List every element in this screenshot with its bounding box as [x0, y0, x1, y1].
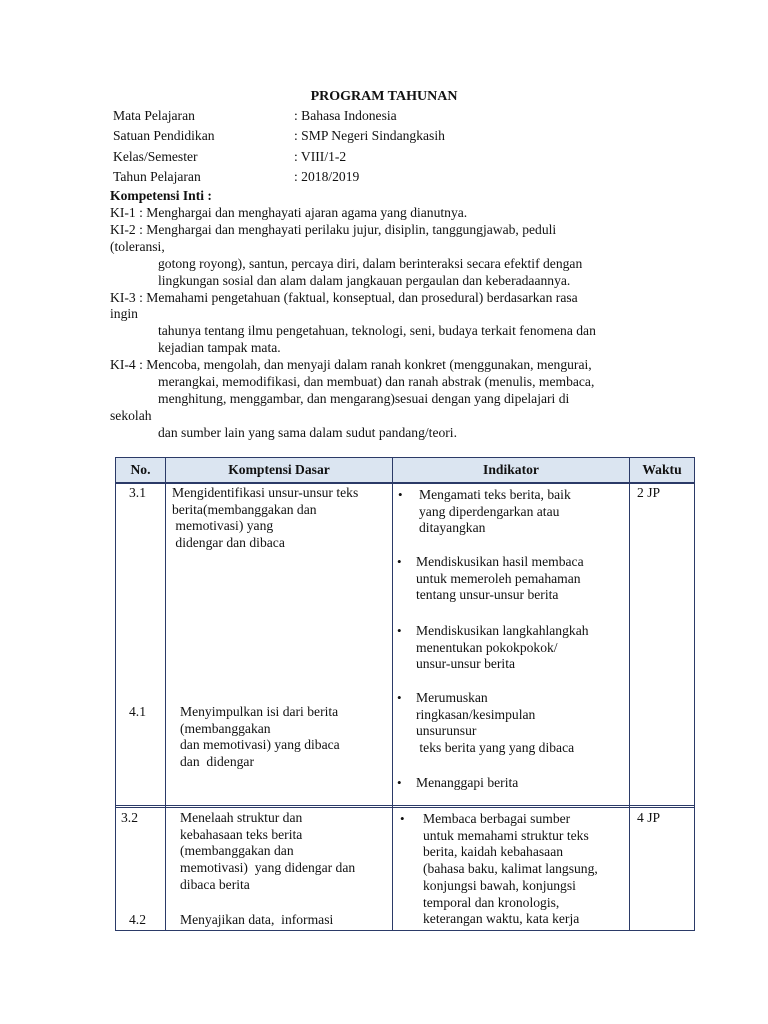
ki-line: dan sumber lain yang sama dalam sudut pandang/teori.	[158, 425, 457, 440]
header-kompetensi-dasar: Komptensi Dasar	[166, 458, 392, 482]
table-border	[165, 457, 166, 931]
info-label: Satuan Pendidikan	[113, 128, 215, 143]
indikator-item: Merumuskan ringkasan/kesimpulan unsurunsur teks berita yang yang dibaca	[416, 690, 575, 756]
ki-line: gotong royong), santun, percaya diri, dalam berinteraksi secara efektif dengan	[158, 256, 583, 271]
ki-line: (toleransi,	[110, 239, 165, 254]
kd-text: Menelaah struktur dan kebahasaan teks berita (membanggakan dan memotivasi) yang didengar dan dibaca berita	[180, 810, 356, 892]
info-label: Tahun Pelajaran	[113, 169, 201, 184]
kd-text: Menyimpulkan isi dari berita (membanggakan dan memotivasi) yang dibaca dan didengar	[180, 704, 340, 770]
ki-line: KI-1 : Menghargai dan menghayati ajaran agama yang dianutnya.	[110, 205, 468, 220]
info-value: : VIII/1-2	[294, 149, 347, 164]
info-value: : Bahasa Indonesia	[294, 108, 397, 123]
info-label: Mata Pelajaran	[113, 108, 195, 123]
table-border	[115, 805, 695, 806]
header-waktu: Waktu	[630, 458, 694, 482]
ki-heading: Kompetensi Inti :	[110, 188, 212, 203]
bullet-icon: •	[397, 690, 402, 705]
indikator-item: Mengamati teks berita, baik yang diperdengarkan atau ditayangkan	[419, 487, 571, 536]
bullet-icon: •	[400, 811, 405, 826]
bullet-icon: •	[397, 623, 402, 638]
ki-line: ingin	[110, 306, 138, 321]
bullet-icon: •	[397, 775, 402, 790]
ki-line: KI-2 : Menghargai dan menghayati perilaku jujur, disiplin, tanggungjawab, peduli	[110, 222, 557, 237]
ki-line: KI-3 : Memahami pengetahuan (faktual, konseptual, dan prosedural) berdasarkan rasa	[110, 290, 578, 305]
header-no: No.	[116, 458, 165, 482]
table-border	[115, 930, 695, 931]
indikator-item: Mendiskusikan langkahlangkah menentukan pokokpokok/ unsur-unsur berita	[416, 623, 589, 672]
kd-number: 4.1	[129, 704, 146, 719]
indikator-item: Membaca berbagai sumber untuk memahami struktur teks berita, kaidah kebahasaan (bahasa baku, kalimat langsung, konjungsi bawah, konjungsi temporal dan kronologis, keterangan waktu, kata kerja	[423, 811, 598, 927]
kd-number: 3.2	[121, 810, 138, 825]
table-border	[392, 457, 393, 931]
info-value: : SMP Negeri Sindangkasih	[294, 128, 445, 143]
kd-text: Mengidentifikasi unsur-unsur teks berita(membanggakan dan memotivasi) yang didengar dan dibaca	[172, 485, 359, 551]
ki-line: merangkai, memodifikasi, dan membuat) dan ranah abstrak (menulis, membaca,	[158, 374, 595, 389]
ki-line: menghitung, menggambar, dan mengarang)sesuai dengan yang dipelajari di	[158, 391, 570, 406]
header-indikator: Indikator	[393, 458, 629, 482]
kd-number: 4.2	[129, 912, 146, 927]
info-value: : 2018/2019	[294, 169, 360, 184]
table-border	[115, 483, 695, 484]
ki-line: tahunya tentang ilmu pengetahuan, teknologi, seni, budaya terkait fenomena dan	[158, 323, 596, 338]
table-border	[115, 457, 116, 931]
table-border	[629, 457, 630, 931]
table-border	[694, 457, 695, 931]
kd-number: 3.1	[129, 485, 146, 500]
info-label: Kelas/Semester	[113, 149, 198, 164]
waktu-value: 4 JP	[637, 810, 661, 825]
ki-line: sekolah	[110, 408, 152, 423]
table-border	[115, 807, 695, 808]
indikator-item: Mendiskusikan hasil membaca untuk memeroleh pemahaman tentang unsur-unsur berita	[416, 554, 584, 603]
ki-line: KI-4 : Mencoba, mengolah, dan menyaji dalam ranah konkret (menggunakan, mengurai,	[110, 357, 592, 372]
ki-line: lingkungan sosial dan alam dalam jangkauan pergaulan dan keberadaannya.	[158, 273, 571, 288]
waktu-value: 2 JP	[637, 485, 661, 500]
bullet-icon: •	[397, 554, 402, 569]
table-border	[115, 457, 695, 458]
bullet-icon: •	[398, 487, 403, 502]
page-title: PROGRAM TAHUNAN	[310, 89, 458, 104]
kd-text: Menyajikan data, informasi	[180, 912, 334, 927]
ki-line: kejadian tampak mata.	[158, 340, 281, 355]
indikator-item: Menanggapi berita	[416, 775, 519, 790]
